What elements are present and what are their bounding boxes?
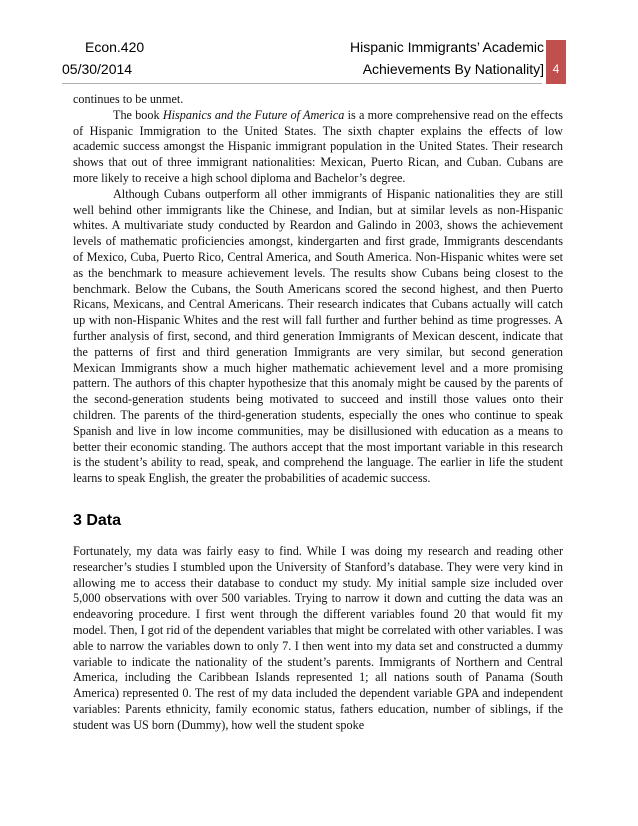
paragraph-book bbox=[73, 108, 563, 187]
header-title-line1: Hispanic Immigrants’ Academic bbox=[350, 39, 544, 55]
section-heading: 3 Data bbox=[73, 512, 122, 529]
header-title bbox=[350, 36, 544, 80]
course-code: Econ.420 bbox=[85, 39, 145, 55]
header-title-line2: Achievements By Nationality] bbox=[362, 61, 544, 77]
header-left bbox=[62, 36, 144, 80]
paragraph-data: Fortunately, my data was fairly easy to find. While I was doing my research and reading other researcher’s studies I stumbled upon the University of Stanford’s database. They were very kind in allowing me to access their database to conduct my study. My initial sample size included over 5,000 observations with over 500 variables. Trying to narrow it down and cutting the data was an endeavoring procedure. I first went through the different variables found 20 that would fit my model. Then, I got rid of the dependent variables that might be correlated with other variables. I was able to narrow the variables down to only 7. I then went into my data set and constructed a dummy variable to indicate the nationality of the student’s parents. Immigrants of Northern and Central America, including the Caribbean Islands represented 1; all nations south of Panama (South America) represented 0. The rest of my data included the dependent variable GPA and independent variables: Parents ethnicity, family economic status, fathers education, number of siblings, if the student was US born (Dummy), how well the student spoke bbox=[73, 544, 563, 732]
paragraph-study: Although Cubans outperform all other immigrants of Hispanic nationalities they are still well behind other immigrants like the Chinese, and Indian, but at similar levels as non-Hispanic whites. A multivariate study conducted by Reardon and Galindo in 2003, shows the achievement levels of mathematic proficiencies amongst, kindergarten and first grade, Immigrants descendants of Mexico, Cuba, Puerto Rico, Central America, and South America. Non-Hispanic whites were set as the benchmark to measure achievement levels. The results show Cubans being closest to the benchmark. Below the Cubans, the South Americans scored the second highest, and then Puerto Ricans, Mexicans, and Central Americans. Their research indicates that Cubans actually will catch up with non-Hispanic Whites and the rest will fall further and further behind as time progresses. A further analysis of first, second, and third generation Immigrants of Mexican descent, indicate that the patterns of first and third generation Immigrants are very similar, but second generation Mexican Immigrants show a much higher mathematic achievement level and a more promising pattern. The authors of this chapter hypothesize that this anomaly might be caused by the parents of the second-generation students being motivated to succeed and instill those values onto their children. The parents of the third-generation students, especially the ones who continue to speak Spanish and live in low income communities, may be disillusioned with education as a means to better their economic standing. The authors accept that the most important variable in this research is the student’s ability to read, speak, and comprehend the language. The earlier in life the student learns to speak English, the greater the probabilities of academic success. bbox=[73, 186, 563, 486]
paragraph-book-rest: is a more comprehensive read on the effects of Hispanic Immigration to the United States. The sixth chapter explains the effects of low academic success amongst the Hispanic immigrant population in the United States. Their research shows that out of three immigrant nationalities: Mexican, Puerto Rican, and Cuban. Cubans are more likely to receive a high school diploma and Bachelor’s degree. bbox=[73, 107, 564, 185]
paragraph-book-lead: The book bbox=[113, 107, 163, 122]
book-title: Hispanics and the Future of America bbox=[162, 107, 345, 122]
document-date: 05/30/2014 bbox=[62, 61, 133, 77]
header-divider bbox=[62, 83, 542, 84]
page-number-tab bbox=[546, 40, 566, 84]
paragraph-continuation: continues to be unmet. bbox=[73, 92, 184, 106]
page-number: 4 bbox=[552, 62, 560, 76]
body-text bbox=[73, 92, 563, 487]
section-text bbox=[73, 544, 563, 734]
